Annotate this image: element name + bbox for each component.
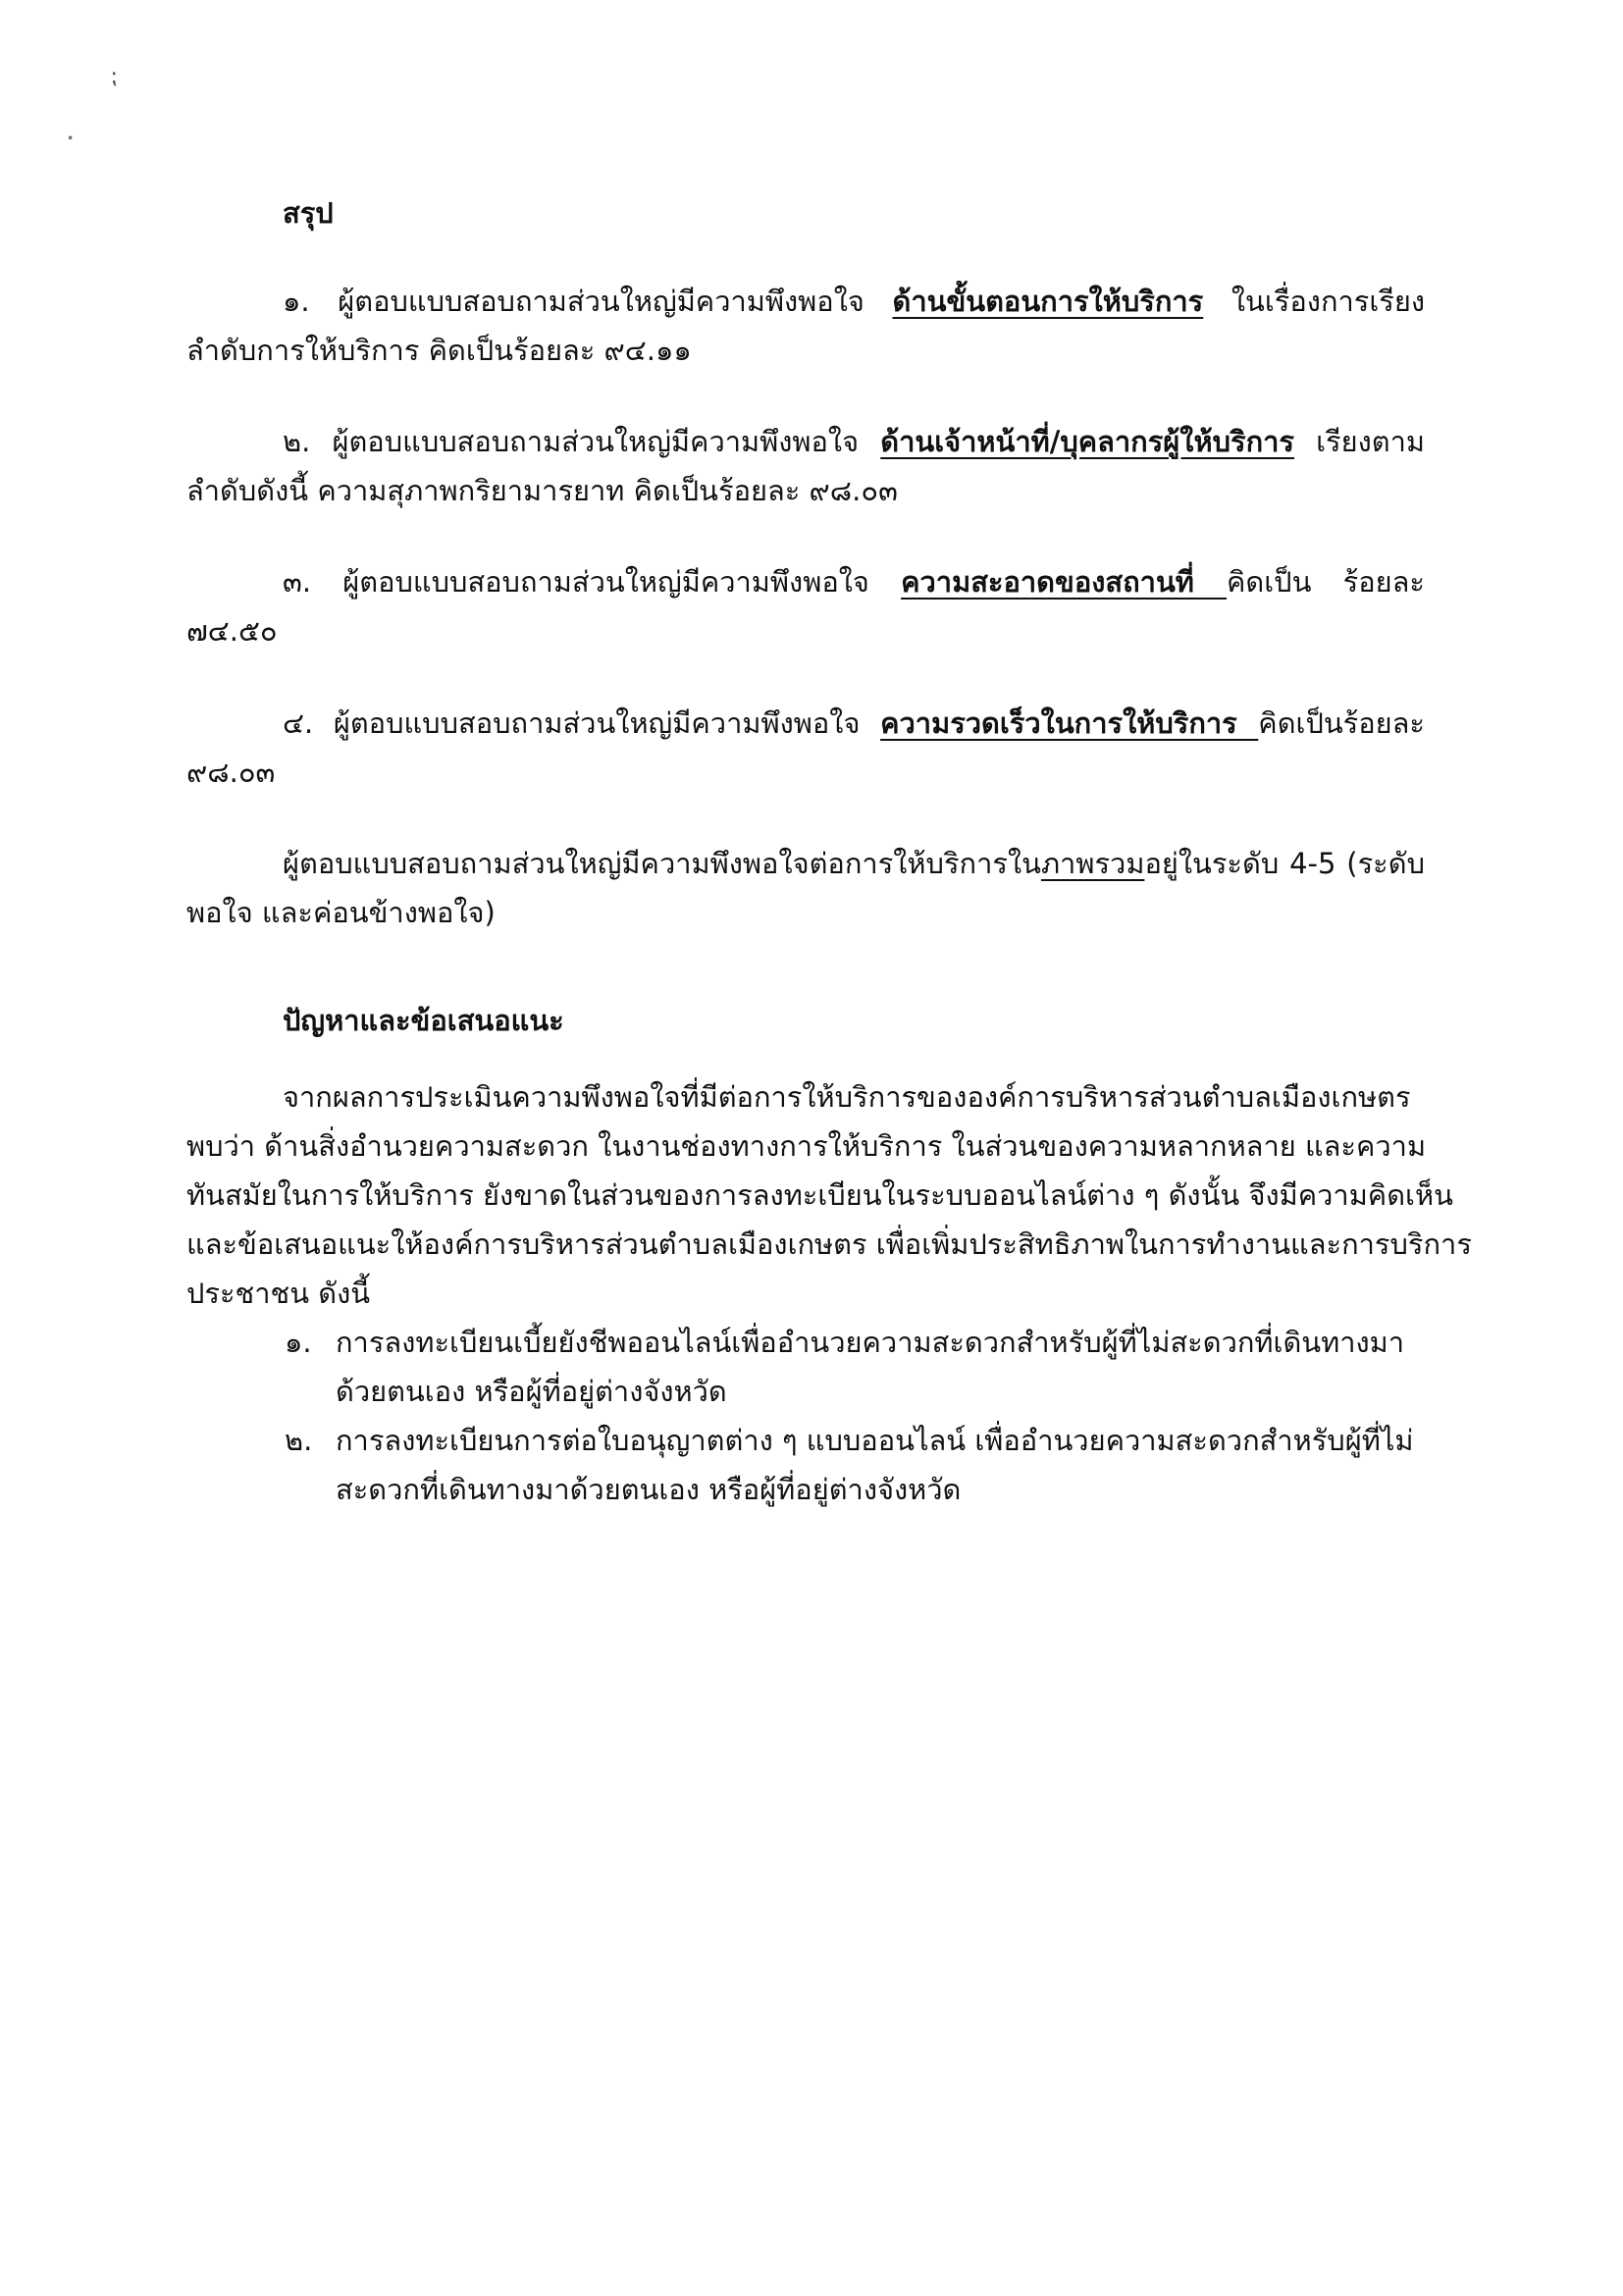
summary-overall [186,839,1425,937]
summary-item-1-highlight: ด้านขั้นตอนการให้บริการ [892,285,1204,318]
scan-mark: ⁏ [110,65,118,89]
suggestion-number: ๑. [285,1326,312,1359]
suggestion-number: ๒. [285,1424,313,1457]
summary-item-2-text: ๒. ผู้ตอบแบบสอบถามส่วนใหญ่มีความพึงพอใจ [283,425,881,458]
summary-overall-text: ผู้ตอบแบบสอบถามส่วนใหญ่มีความพึงพอใจต่อการให้บริการใน [283,847,1041,880]
summary-item-1-rest: ในเรื่องการเรียงลำดับการให้บริการ คิดเป็นร้อยละ ๙๔.๑๑ [186,285,1426,367]
suggestion-item [285,1318,1423,1416]
suggestion-text: การลงทะเบียนเบี้ยยังชีพออนไลน์เพื่ออำนวยความสะดวกสำหรับผู้ที่ไม่สะดวกที่เดินทางมาด้วยตนเอง หรือผู้ที่อยู่ต่างจังหวัด [336,1326,1405,1408]
summary-item-4 [186,699,1425,797]
problems-body [186,1072,1472,1318]
summary-overall-rest: อยู่ในระดับ 4-5 (ระดับพอใจ และค่อนข้างพอใจ) [186,847,1425,929]
summary-item-1-text: ๑. ผู้ตอบแบบสอบถามส่วนใหญ่มีความพึงพอใจ [283,285,893,318]
summary-item-2-rest: เรียงตามลำดับดังนี้ ความสุภาพกริยามารยาท คิดเป็นร้อยละ ๙๘.๐๓ [186,425,1426,507]
summary-item-2 [186,417,1425,515]
suggestion-text: การลงทะเบียนการต่อใบอนุญาตต่าง ๆ แบบออนไลน์ เพื่ออำนวยความสะดวกสำหรับผู้ที่ไม่สะดวกที่เดินทางมาด้วยตนเอง หรือผู้ที่อยู่ต่างจังหวัด [336,1424,1414,1506]
summary-item-2-highlight: ด้านเจ้าหน้าที่/บุคลากรผู้ให้บริการ [880,425,1294,458]
summary-overall-highlight: ภาพรวม [1040,847,1145,880]
summary-item-3 [186,557,1425,655]
problems-line: ทันสมัยในการให้บริการ ยังขาดในส่วนของการลงทะเบียนในระบบออนไลน์ต่าง ๆ ดังนั้น จึงมีความคิดเห็น [186,1178,1453,1212]
summary-item-1 [186,277,1425,375]
summary-item-4-highlight: ความรวดเร็วในการให้บริการ [880,706,1259,740]
problems-line: พบว่า ด้านสิ่งอำนวยความสะดวก ในงานช่องทางการให้บริการ ในส่วนของความหลากหลาย และความ [186,1129,1427,1163]
problems-line: ประชาชน ดังนี้ [186,1277,371,1310]
scan-mark: ⸼ [69,116,75,140]
summary-item-3-rest: คิดเป็น ร้อยละ ๗๔.๕๐ [186,565,1425,648]
summary-item-3-text: ๓. ผู้ตอบแบบสอบถามส่วนใหญ่มีความพึงพอใจ [283,565,902,599]
summary-item-3-highlight: ความสะอาดของสถานที่ [901,565,1228,599]
suggestion-list [285,1318,1423,1514]
summary-heading: สรุป [283,196,334,230]
problems-line: จากผลการประเมินความพึงพอใจที่มีต่อการให้บริการขององค์การบริหารส่วนตำบลเมืองเกษตร [283,1080,1411,1114]
problems-line: และข้อเสนอแนะให้องค์การบริหารส่วนตำบลเมืองเกษตร เพื่อเพิ่มประสิทธิภาพในการทำงานและการบริการ [186,1227,1472,1261]
summary-item-4-rest: คิดเป็นร้อยละ ๙๘.๐๓ [186,706,1426,789]
summary-item-4-text: ๔. ผู้ตอบแบบสอบถามส่วนใหญ่มีความพึงพอใจ [283,706,881,740]
problems-heading: ปัญหาและข้อเสนอแนะ [283,1004,564,1037]
suggestion-item [285,1416,1423,1514]
